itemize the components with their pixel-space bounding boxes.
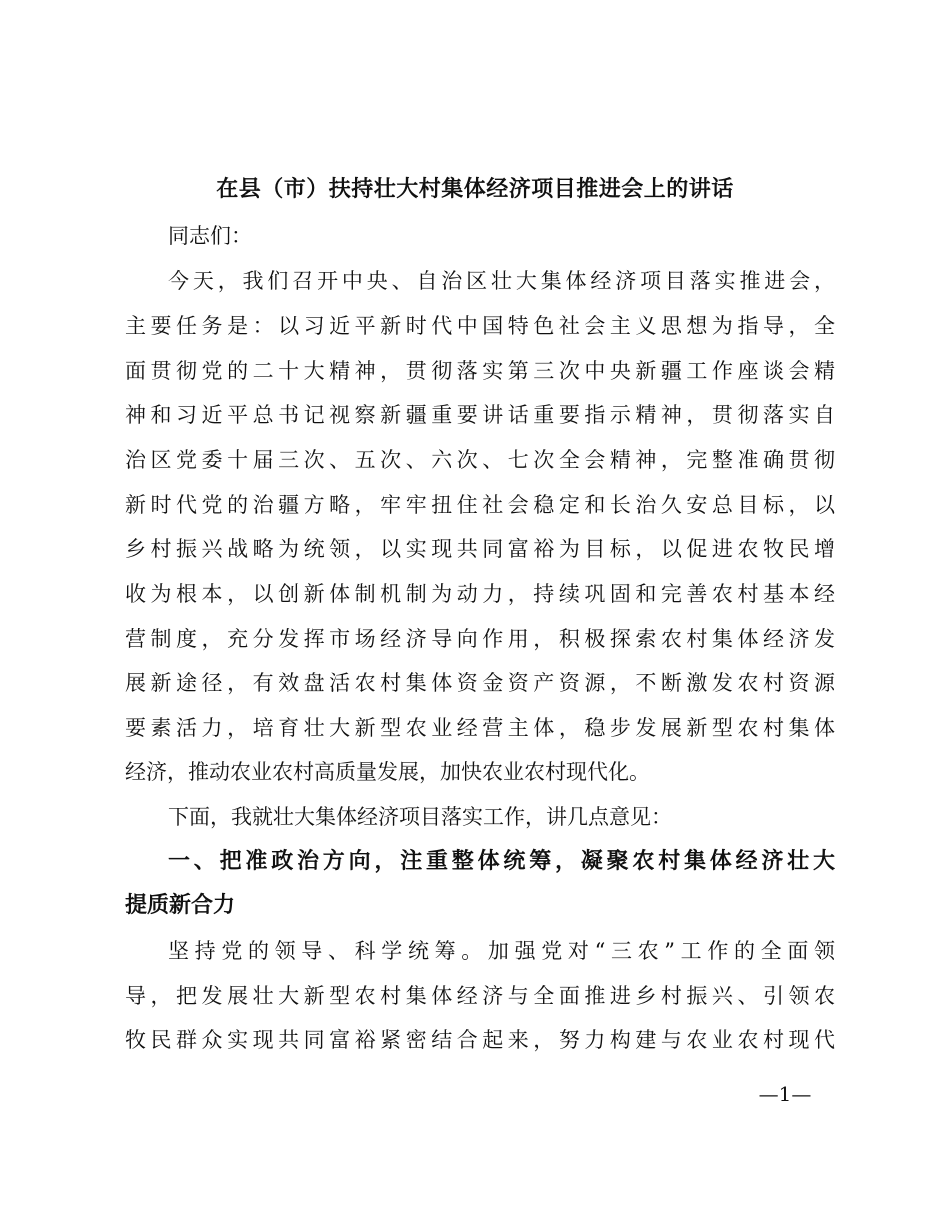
body-text-line: 牧民群众实现共同富裕紧密结合起来，努力构建与农业农村现代 <box>125 1028 835 1052</box>
body-text-line: 展新途径，有效盘活农村集体资金资产资源，不断激发农村资源 <box>125 671 835 695</box>
body-text-line: 乡村振兴战略为统领，以实现共同富裕为目标，以促进农牧民增 <box>125 537 835 561</box>
section-heading-line: 一、把准政治方向，注重整体统筹，凝聚农村集体经济壮大 <box>168 849 835 874</box>
body-text-line: 下面，我就壮大集体经济项目落实工作，讲几点意见： <box>168 805 672 829</box>
body-text-line: 坚持党的领导、科学统筹。加强党对“三农”工作的全面领 <box>168 939 835 963</box>
body-text-line: 导，把发展壮大新型农村集体经济与全面推进乡村振兴、引领农 <box>125 984 835 1008</box>
body-text-line: 神和习近平总书记视察新疆重要讲话重要指示精神，贯彻落实自 <box>125 403 835 427</box>
body-text-line: 营制度，充分发挥市场经济导向作用，积极探索农村集体经济发 <box>125 627 835 651</box>
section-heading-line: 提质新合力 <box>125 893 236 918</box>
body-text-line: 新时代党的治疆方略，牢牢扭住社会稳定和长治久安总目标，以 <box>125 493 835 517</box>
body-text-line: 收为根本，以创新体制机制为动力，持续巩固和完善农村基本经 <box>125 582 835 606</box>
salutation: 同志们： <box>168 224 252 248</box>
body-text-line: 治区党委十届三次、五次、六次、七次全会精神，完整准确贯彻 <box>125 448 835 472</box>
body-text-line: 要素活力，培育壮大新型农业经营主体，稳步发展新型农村集体 <box>125 716 835 740</box>
body-text-line: 经济，推动农业农村高质量发展，加快农业农村现代化。 <box>125 760 650 784</box>
page-number: —1— <box>758 1082 812 1106</box>
body-text-line: 主要任务是：以习近平新时代中国特色社会主义思想为指导，全 <box>125 314 835 338</box>
document-title: 在县（市）扶持壮大村集体经济项目推进会上的讲话 <box>216 177 734 202</box>
body-text-line: 今天，我们召开中央、自治区壮大集体经济项目落实推进会， <box>168 269 835 293</box>
body-text-line: 面贯彻党的二十大精神，贯彻落实第三次中央新疆工作座谈会精 <box>125 359 835 383</box>
